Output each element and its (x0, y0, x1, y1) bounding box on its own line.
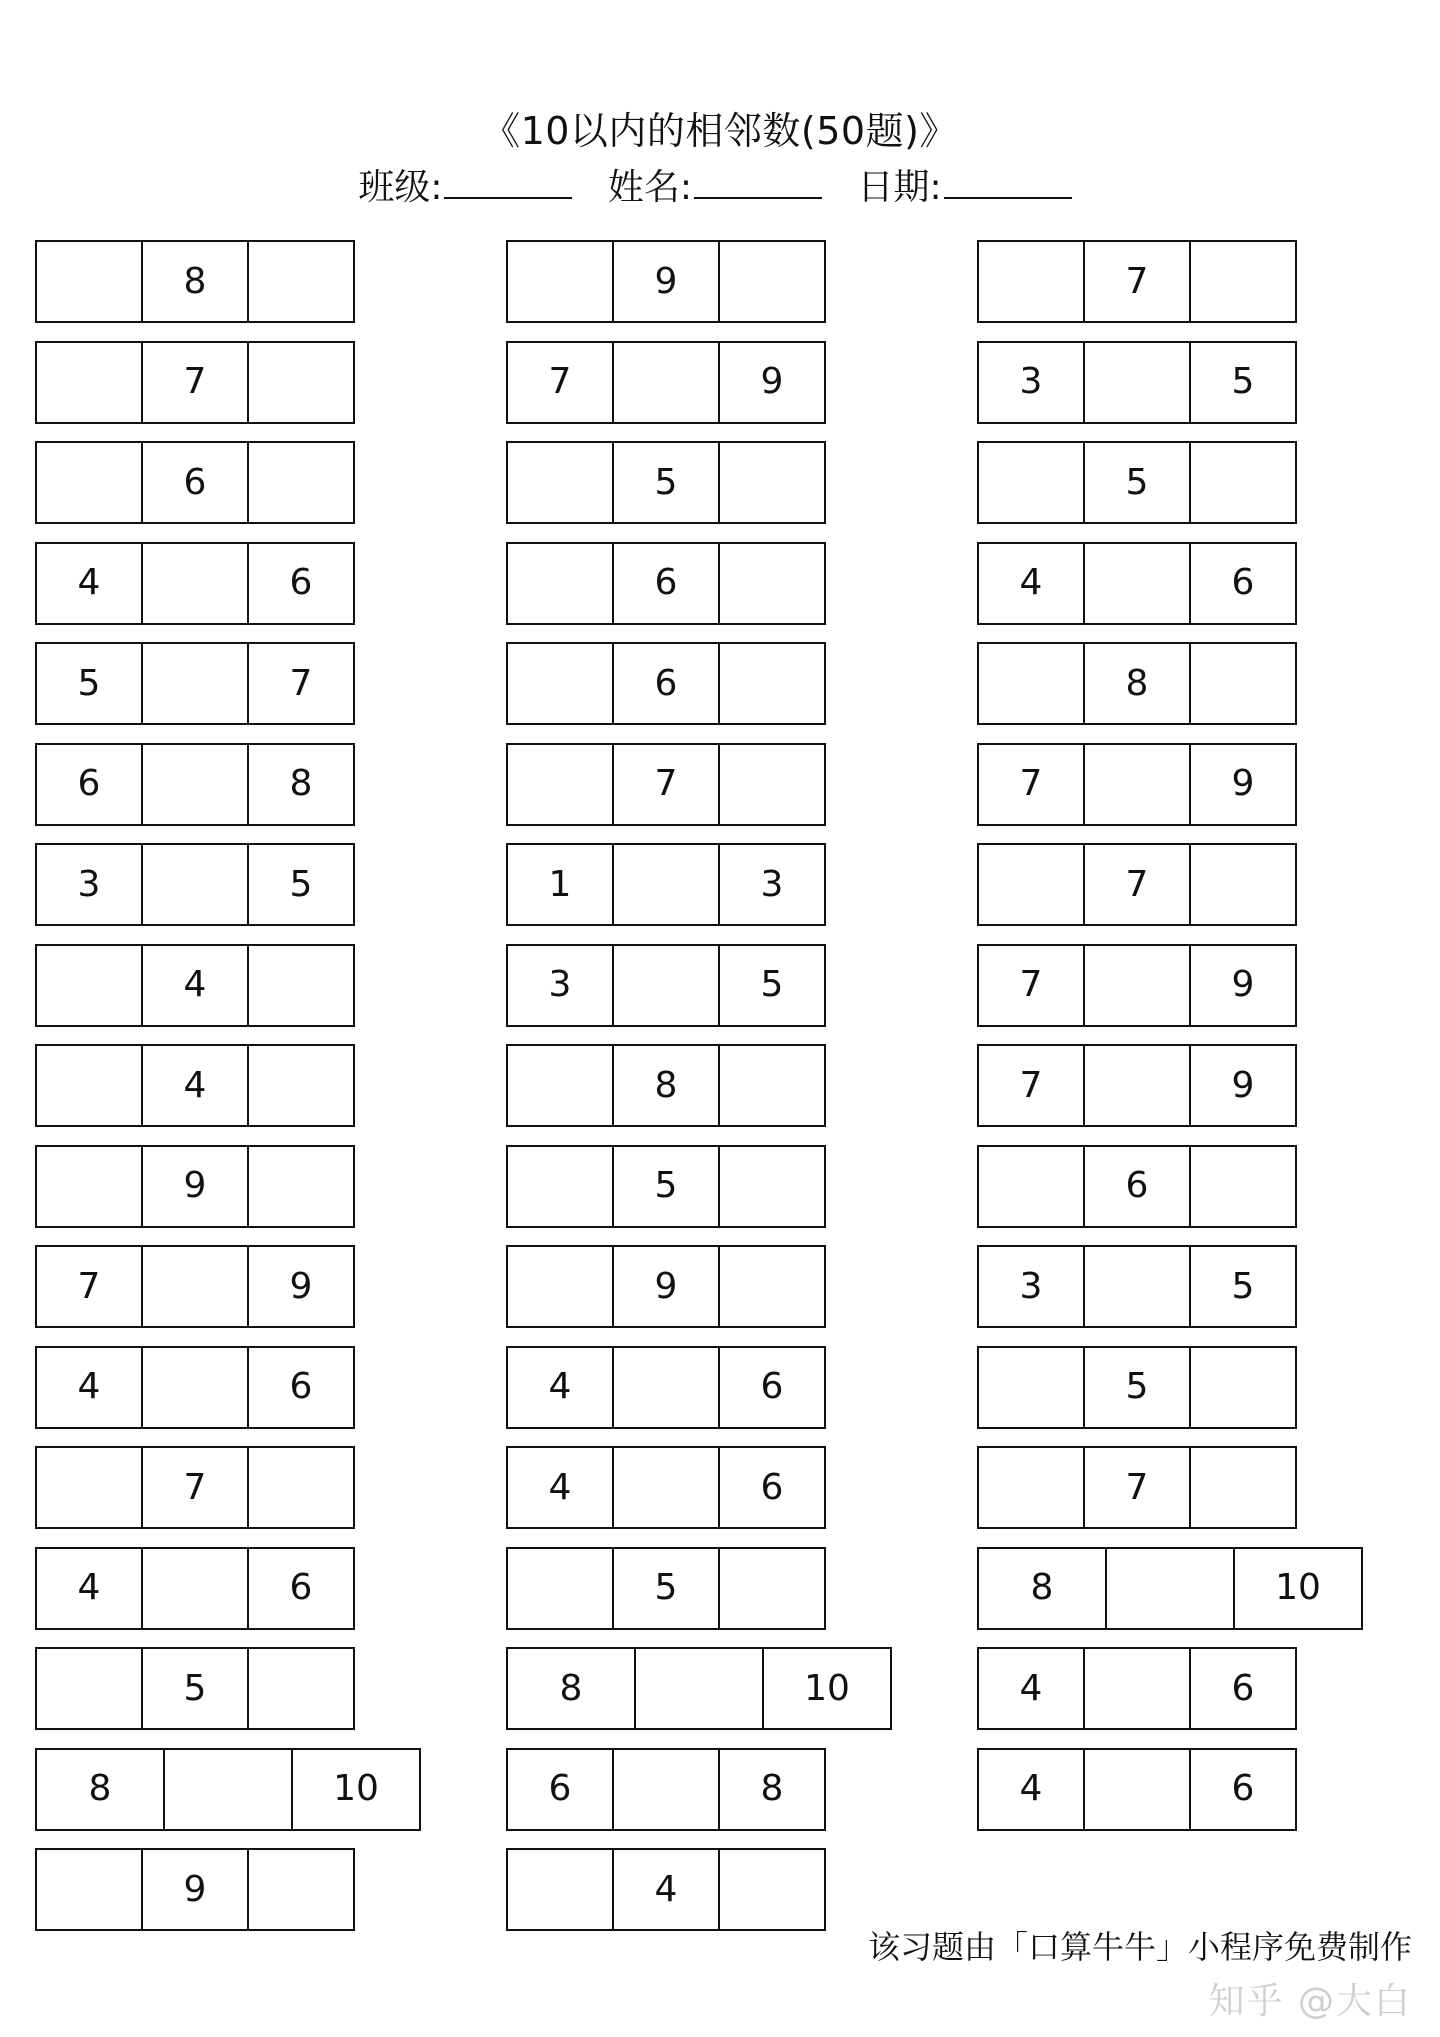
answer-box[interactable] (718, 1245, 826, 1328)
problem-row (977, 1748, 1361, 1831)
number-box: 4 (977, 542, 1085, 625)
worksheet-header (0, 104, 1440, 214)
answer-box[interactable] (506, 240, 614, 323)
answer-box[interactable] (612, 1446, 720, 1529)
problem-row (35, 743, 419, 826)
answer-box[interactable] (35, 944, 143, 1027)
number-box: 7 (1083, 843, 1191, 926)
number-box: 8 (35, 1748, 165, 1831)
answer-box[interactable] (718, 642, 826, 725)
problem-row (35, 1245, 419, 1328)
problem-row (977, 843, 1361, 926)
answer-box[interactable] (612, 341, 720, 424)
problem-row (977, 341, 1361, 424)
date-blank (944, 167, 1072, 199)
answer-box[interactable] (718, 1848, 826, 1931)
problem-row (506, 1145, 890, 1228)
problem-row (977, 1346, 1361, 1429)
answer-box[interactable] (247, 1145, 355, 1228)
answer-box[interactable] (141, 1245, 249, 1328)
answer-box[interactable] (247, 341, 355, 424)
number-box: 9 (612, 1245, 720, 1328)
answer-box[interactable] (141, 743, 249, 826)
problem-row (506, 441, 890, 524)
number-box: 7 (1083, 1446, 1191, 1529)
answer-box[interactable] (1083, 743, 1191, 826)
number-box: 5 (35, 642, 143, 725)
number-box: 4 (141, 944, 249, 1027)
answer-box[interactable] (1189, 1145, 1297, 1228)
answer-box[interactable] (718, 542, 826, 625)
number-box: 7 (141, 1446, 249, 1529)
number-box: 6 (1189, 1647, 1297, 1730)
problem-row (506, 743, 890, 826)
number-box: 4 (977, 1647, 1085, 1730)
number-box: 3 (977, 341, 1085, 424)
answer-box[interactable] (506, 441, 614, 524)
date-label: 日期: (857, 167, 942, 208)
answer-box[interactable] (35, 1647, 143, 1730)
number-box: 6 (718, 1346, 826, 1429)
answer-box[interactable] (718, 1145, 826, 1228)
number-box: 7 (977, 743, 1085, 826)
answer-box[interactable] (247, 240, 355, 323)
answer-box[interactable] (163, 1748, 293, 1831)
problem-row (506, 1748, 890, 1831)
answer-box[interactable] (612, 1748, 720, 1831)
watermark: 知乎 @大白 (1208, 1981, 1412, 2022)
number-box: 10 (1233, 1547, 1363, 1630)
number-box: 4 (506, 1346, 614, 1429)
problem-row (977, 542, 1361, 625)
worksheet-title: 《10以内的相邻数(50题)》 (482, 109, 958, 153)
answer-box[interactable] (506, 743, 614, 826)
answer-box[interactable] (506, 1245, 614, 1328)
date-field (858, 162, 1072, 214)
problem-row (35, 240, 419, 323)
problem-row (977, 240, 1361, 323)
problem-row (35, 1446, 419, 1529)
number-box: 6 (1083, 1145, 1191, 1228)
number-box: 8 (977, 1547, 1107, 1630)
number-box: 9 (1189, 1044, 1297, 1127)
number-box: 4 (35, 1346, 143, 1429)
problem-row (977, 1446, 1361, 1529)
problem-row (35, 441, 419, 524)
problem-row (35, 642, 419, 725)
problem-row (35, 944, 419, 1027)
answer-box[interactable] (718, 240, 826, 323)
number-box: 3 (506, 944, 614, 1027)
answer-box[interactable] (612, 1346, 720, 1429)
number-box: 7 (35, 1245, 143, 1328)
problem-row (506, 642, 890, 725)
problem-row (506, 1446, 890, 1529)
answer-box[interactable] (506, 542, 614, 625)
number-box: 5 (1189, 341, 1297, 424)
number-box: 9 (1189, 743, 1297, 826)
number-box: 3 (35, 843, 143, 926)
answer-box[interactable] (1189, 240, 1297, 323)
footer-credit: 该习题由「口算牛牛」小程序免费制作 (867, 1928, 1412, 1966)
answer-box[interactable] (977, 240, 1085, 323)
number-box: 5 (141, 1647, 249, 1730)
answer-box[interactable] (35, 1145, 143, 1228)
number-box: 8 (141, 240, 249, 323)
number-box: 4 (612, 1848, 720, 1931)
problem-row (977, 1245, 1361, 1328)
answer-box[interactable] (141, 542, 249, 625)
problem-row (977, 1647, 1361, 1730)
problem-row (506, 341, 890, 424)
answer-box[interactable] (977, 1346, 1085, 1429)
answer-box[interactable] (1189, 1446, 1297, 1529)
problem-row (35, 1848, 419, 1931)
number-box: 10 (291, 1748, 421, 1831)
name-field (608, 162, 822, 214)
problem-row (506, 1547, 890, 1630)
problem-row (35, 1145, 419, 1228)
class-label: 班级: (358, 167, 443, 208)
number-box: 10 (762, 1647, 892, 1730)
answer-box[interactable] (247, 441, 355, 524)
number-box: 7 (506, 341, 614, 424)
answer-box[interactable] (977, 441, 1085, 524)
number-box: 8 (1083, 642, 1191, 725)
answer-box[interactable] (634, 1647, 764, 1730)
number-box: 9 (141, 1848, 249, 1931)
number-box: 6 (247, 542, 355, 625)
problem-row (977, 1044, 1361, 1127)
number-box: 6 (247, 1346, 355, 1429)
answer-box[interactable] (506, 1145, 614, 1228)
answer-box[interactable] (1083, 1044, 1191, 1127)
answer-box[interactable] (977, 843, 1085, 926)
number-box: 7 (612, 743, 720, 826)
answer-box[interactable] (1083, 944, 1191, 1027)
answer-box[interactable] (506, 642, 614, 725)
number-box: 3 (718, 843, 826, 926)
answer-box[interactable] (718, 743, 826, 826)
problem-column-1 (35, 240, 419, 1949)
problem-row (977, 743, 1361, 826)
answer-box[interactable] (506, 1848, 614, 1931)
problem-row (506, 1044, 890, 1127)
problem-row (977, 642, 1361, 725)
number-box: 7 (977, 1044, 1085, 1127)
problem-row (977, 1145, 1361, 1228)
answer-box[interactable] (1083, 341, 1191, 424)
number-box: 4 (506, 1446, 614, 1529)
problem-row (977, 441, 1361, 524)
number-box: 6 (1189, 1748, 1297, 1831)
answer-box[interactable] (35, 441, 143, 524)
answer-box[interactable] (1189, 642, 1297, 725)
answer-box[interactable] (247, 1647, 355, 1730)
number-box: 7 (977, 944, 1085, 1027)
problem-row (506, 1346, 890, 1429)
number-box: 9 (718, 341, 826, 424)
problem-row (977, 1547, 1361, 1630)
answer-box[interactable] (506, 1547, 614, 1630)
answer-box[interactable] (141, 642, 249, 725)
answer-box[interactable] (977, 642, 1085, 725)
answer-box[interactable] (1083, 542, 1191, 625)
number-box: 9 (247, 1245, 355, 1328)
answer-box[interactable] (1083, 1748, 1191, 1831)
answer-box[interactable] (35, 1848, 143, 1931)
number-box: 5 (1083, 1346, 1191, 1429)
number-box: 6 (506, 1748, 614, 1831)
problem-row (35, 1547, 419, 1630)
number-box: 6 (718, 1446, 826, 1529)
number-box: 8 (612, 1044, 720, 1127)
number-box: 5 (718, 944, 826, 1027)
answer-box[interactable] (247, 944, 355, 1027)
answer-box[interactable] (247, 1446, 355, 1529)
number-box: 5 (612, 441, 720, 524)
answer-box[interactable] (506, 1044, 614, 1127)
problem-row (35, 1044, 419, 1127)
answer-box[interactable] (35, 1446, 143, 1529)
name-label: 姓名: (607, 167, 693, 208)
answer-box[interactable] (35, 341, 143, 424)
answer-box[interactable] (247, 1044, 355, 1127)
number-box: 5 (612, 1145, 720, 1228)
number-box: 6 (247, 1547, 355, 1630)
number-box: 4 (35, 1547, 143, 1630)
number-box: 8 (718, 1748, 826, 1831)
answer-box[interactable] (141, 1346, 249, 1429)
answer-box[interactable] (1105, 1547, 1235, 1630)
problem-row (35, 341, 419, 424)
answer-box[interactable] (247, 1848, 355, 1931)
problem-row (506, 1647, 890, 1730)
class-blank (444, 167, 572, 199)
number-box: 6 (35, 743, 143, 826)
problem-row (35, 1346, 419, 1429)
answer-box[interactable] (718, 441, 826, 524)
number-box: 4 (141, 1044, 249, 1127)
class-field (358, 162, 572, 214)
number-box: 4 (35, 542, 143, 625)
number-box: 5 (247, 843, 355, 926)
problem-row (35, 542, 419, 625)
number-box: 1 (506, 843, 614, 926)
problem-row (506, 1245, 890, 1328)
problem-row (35, 1748, 419, 1831)
problem-row (506, 240, 890, 323)
number-box: 7 (247, 642, 355, 725)
answer-box[interactable] (612, 944, 720, 1027)
problem-column-2 (506, 240, 890, 1949)
answer-box[interactable] (1083, 1647, 1191, 1730)
number-box: 7 (141, 341, 249, 424)
answer-box[interactable] (35, 1044, 143, 1127)
answer-box[interactable] (1189, 441, 1297, 524)
number-box: 9 (612, 240, 720, 323)
problem-row (506, 1848, 890, 1931)
answer-box[interactable] (1189, 843, 1297, 926)
name-blank (694, 167, 822, 199)
student-info-line (0, 162, 1440, 214)
number-box: 5 (612, 1547, 720, 1630)
problem-row (506, 542, 890, 625)
number-box: 8 (506, 1647, 636, 1730)
problem-row (977, 944, 1361, 1027)
answer-box[interactable] (35, 240, 143, 323)
answer-box[interactable] (1189, 1346, 1297, 1429)
number-box: 5 (1083, 441, 1191, 524)
problem-row (506, 843, 890, 926)
number-box: 9 (141, 1145, 249, 1228)
number-box: 5 (1189, 1245, 1297, 1328)
number-box: 6 (612, 542, 720, 625)
answer-box[interactable] (977, 1446, 1085, 1529)
problem-row (506, 944, 890, 1027)
problem-column-3 (977, 240, 1361, 1848)
number-box: 6 (612, 642, 720, 725)
answer-box[interactable] (612, 843, 720, 926)
problem-row (35, 1647, 419, 1730)
problem-row (35, 843, 419, 926)
number-box: 6 (1189, 542, 1297, 625)
number-box: 7 (1083, 240, 1191, 323)
answer-box[interactable] (718, 1547, 826, 1630)
answer-box[interactable] (977, 1145, 1085, 1228)
answer-box[interactable] (1083, 1245, 1191, 1328)
answer-box[interactable] (141, 843, 249, 926)
number-box: 8 (247, 743, 355, 826)
number-box: 9 (1189, 944, 1297, 1027)
answer-box[interactable] (718, 1044, 826, 1127)
number-box: 6 (141, 441, 249, 524)
number-box: 4 (977, 1748, 1085, 1831)
answer-box[interactable] (141, 1547, 249, 1630)
number-box: 3 (977, 1245, 1085, 1328)
